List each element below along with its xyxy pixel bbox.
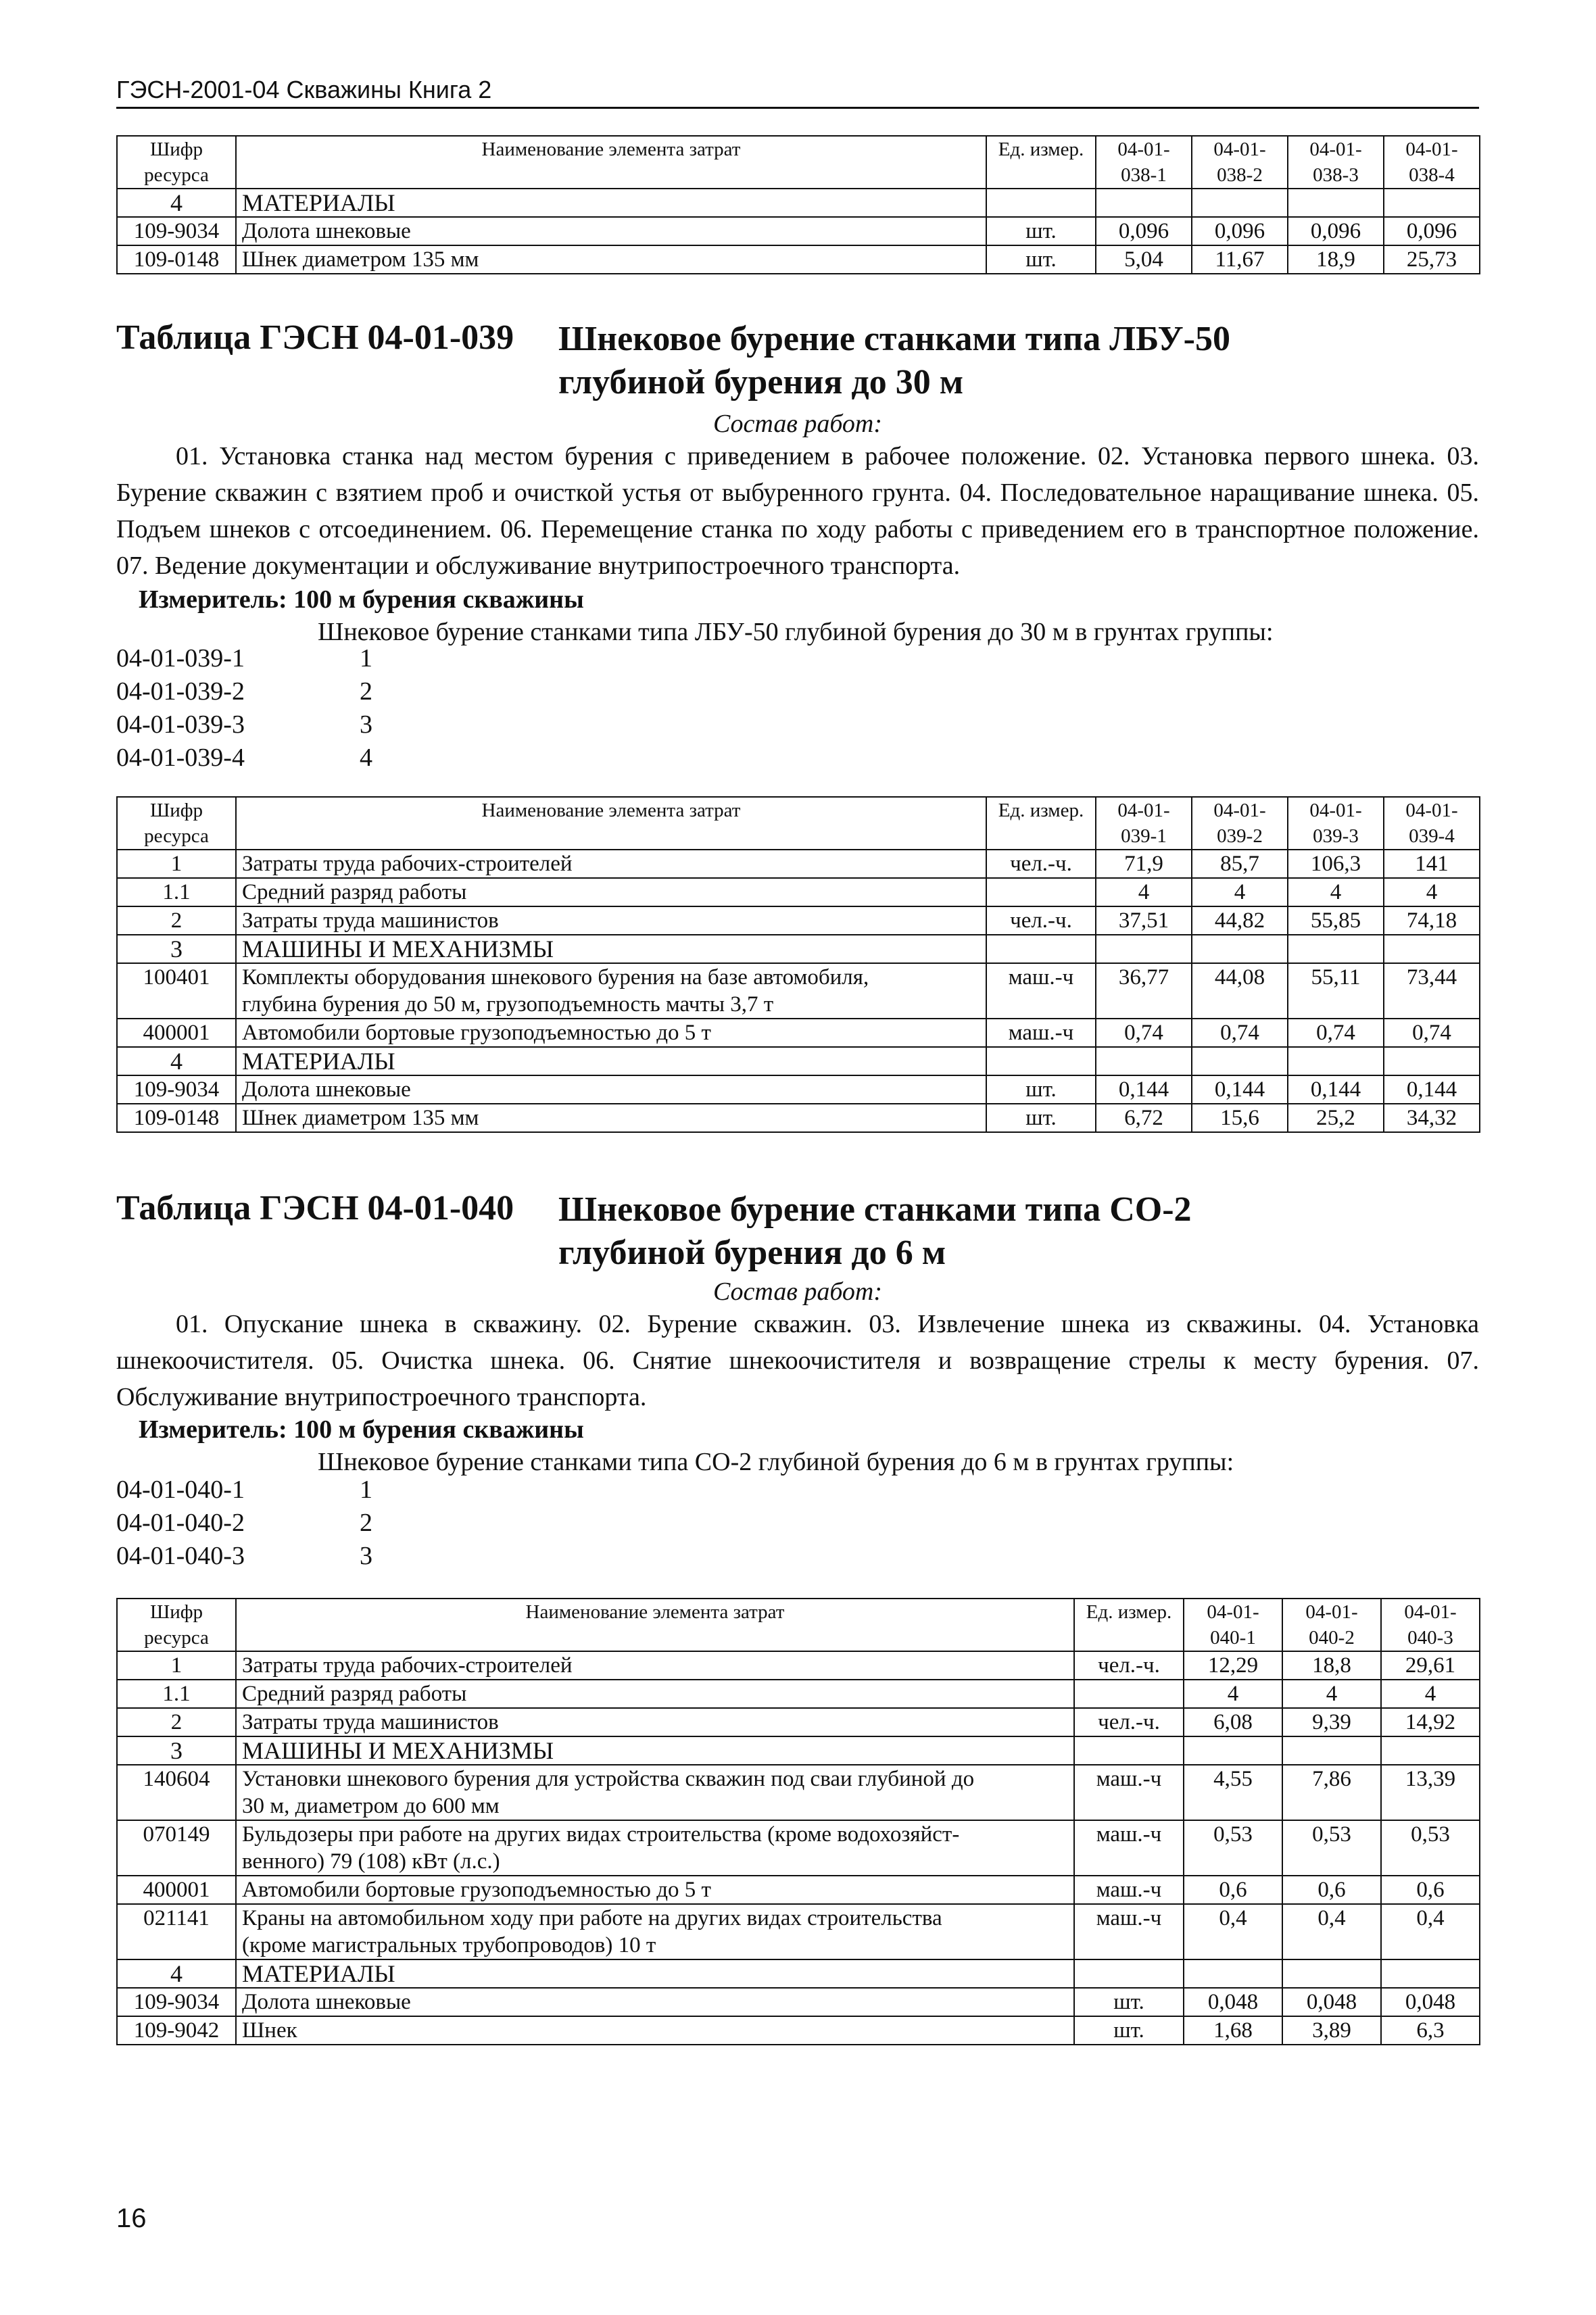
table-row: 109-9034 Долота шнековые шт. 0,144 0,144 0,144 0,144 — [117, 1075, 1480, 1104]
table-header-row — [117, 136, 1480, 189]
table-040 — [116, 1598, 1480, 2045]
table-row: 1.1 Средний разряд работы 4 4 4 4 — [117, 878, 1480, 906]
table-row: 2 Затраты труда машинистов чел.-ч. 6,08 9,39 14,92 — [117, 1708, 1480, 1736]
running-head: ГЭСН-2001-04 Скважины Книга 2 — [116, 76, 492, 103]
code-list-item: 04-01-040-2 2 — [116, 1509, 372, 1537]
groups-caption: Шнековое бурение станками типа ЛБУ-50 глубиной бурения до 30 м в грунтах группы: — [318, 618, 1274, 646]
table-header-row: Шифр ресурса Наименование элемента затрат Ед. измер. 04-01- 039-1 04-01- 039-2 04-01- 039-3 04-01- 039-4 — [117, 797, 1480, 850]
col-header: 04-01- 038-1 — [1096, 136, 1192, 189]
code-list-item: 04-01-039-1 1 — [116, 644, 372, 673]
header-rule — [116, 107, 1479, 109]
name-header: Наименование элемента затрат — [236, 136, 986, 189]
section-row: 4 МАТЕРИАЛЫ — [117, 189, 1480, 217]
table-039 — [116, 796, 1480, 1133]
code-list-item: 04-01-039-3 3 — [116, 710, 372, 739]
code-list — [116, 1473, 400, 1573]
col-header: 04-01- 038-2 — [1192, 136, 1288, 189]
table-row: 109-9034 Долота шнековые шт. 0,096 0,096 0,096 0,096 — [117, 217, 1480, 245]
section-row: 4 МАТЕРИАЛЫ — [117, 1047, 1480, 1075]
code-list-item: 04-01-040-3 3 — [116, 1542, 372, 1570]
table-039-name: Шнековое бурение станками типа ЛБУ-50 глубиной бурения до 30 м — [558, 320, 1230, 401]
table-row: 100401 Комплекты оборудования шнекового бурения на базе автомобиля, глубина бурения до 50 м, грузоподъемность мачты 3,7 т маш.-ч 36,77 44,08 55,11 73,44 — [117, 963, 1480, 1019]
table-row: 070149 Бульдозеры при работе на других видах строительства (кроме водохозяйст- венного) 79 (108) кВт (л.с.) маш.-ч 0,53 0,53 0,53 — [117, 1820, 1480, 1876]
code-list-item: 04-01-039-2 2 — [116, 677, 372, 706]
section-row: 3 МАШИНЫ И МЕХАНИЗМЫ — [117, 935, 1480, 963]
table-row: 109-9042 Шнек шт. 1,68 3,89 6,3 — [117, 2016, 1480, 2045]
code-list-item: 04-01-040-1 1 — [116, 1476, 372, 1504]
table-row: 1.1 Средний разряд работы 4 4 4 — [117, 1680, 1480, 1708]
page-number: 16 — [116, 2203, 147, 2233]
code-list-item: 04-01-039-4 4 — [116, 744, 372, 772]
code-list — [116, 642, 400, 775]
table-row: 1 Затраты труда рабочих-строителей чел.-ч. 12,29 18,8 29,61 — [117, 1651, 1480, 1680]
col-header: 04-01- 038-4 — [1384, 136, 1480, 189]
section-row: 3 МАШИНЫ И МЕХАНИЗМЫ — [117, 1736, 1480, 1765]
table-row: 140604 Установки шнекового бурения для устройства скважин под сваи глубиной до 30 м, диаметром до 600 мм маш.-ч 4,55 7,86 13,39 — [117, 1765, 1480, 1820]
table-row: 400001 Автомобили бортовые грузоподъемностью до 5 т маш.-ч 0,6 0,6 0,6 — [117, 1876, 1480, 1904]
work-composition-heading: Состав работ: — [712, 1277, 883, 1306]
table-row: 1 Затраты труда рабочих-строителей чел.-ч. 71,9 85,7 106,3 141 — [117, 850, 1480, 878]
work-composition-heading: Состав работ: — [712, 410, 883, 438]
groups-caption: Шнековое бурение станками типа СО-2 глубиной бурения до 6 м в грунтах группы: — [318, 1448, 1234, 1476]
table-row: 021141 Краны на автомобильном ходу при работе на других видах строительства (кроме магистральных трубопроводов) 10 т маш.-ч 0,4 0,4 0,4 — [117, 1904, 1480, 1959]
table-row: 2 Затраты труда машинистов чел.-ч. 37,51 44,82 55,85 74,18 — [117, 906, 1480, 935]
table-040-name: Шнековое бурение станками типа СО-2 глубиной бурения до 6 м — [558, 1190, 1192, 1272]
table-row: 109-0148 Шнек диаметром 135 мм шт. 5,04 11,67 18,9 25,73 — [117, 245, 1480, 274]
table-row: 109-9034 Долота шнековые шт. 0,048 0,048 0,048 — [117, 1988, 1480, 2016]
table-row: 109-0148 Шнек диаметром 135 мм шт. 6,72 15,6 25,2 34,32 — [117, 1104, 1480, 1132]
section-row: 4 МАТЕРИАЛЫ — [117, 1959, 1480, 1988]
measure-unit: Измеритель: 100 м бурения скважины — [139, 1415, 584, 1444]
unit-header: Ед. измер. — [986, 136, 1096, 189]
code-header: Шифр ресурса — [117, 136, 236, 189]
table-038-tail — [116, 135, 1480, 274]
table-039-title: Таблица ГЭСН 04-01-039 — [116, 318, 514, 357]
table-040-title: Таблица ГЭСН 04-01-040 — [116, 1189, 514, 1227]
table-header-row: Шифр ресурса Наименование элемента затрат Ед. измер. 04-01- 040-1 04-01- 040-2 04-01- 040-3 — [117, 1599, 1480, 1651]
measure-unit: Измеритель: 100 м бурения скважины — [139, 585, 584, 614]
table-row: 400001 Автомобили бортовые грузоподъемностью до 5 т маш.-ч 0,74 0,74 0,74 0,74 — [117, 1019, 1480, 1047]
col-header: 04-01- 038-3 — [1288, 136, 1384, 189]
work-composition-text: 01. Опускание шнека в скважину. 02. Бурение скважин. 03. Извлечение шнека из скважины. 04. Установка шнекоочистителя. 05. Очистка шнека. 06. Снятие шнекоочистителя и возвращение стрелы к месту бурения. 07. Обслуживание внутрипостроечного транспорта. — [116, 1310, 1479, 1411]
work-composition-text: 01. Установка станка над местом бурения с приведением в рабочее положение. 02. Установка первого шнека. 03. Бурение скважин с взятием проб и очисткой устья от выбуренного грунта. 04. Последовательное наращивание шнека. 05. Подъем шнеков с отсоединением. 06. Перемещение станка по ходу работы с приведением его в транспортное положение. 07. Ведение документации и обслуживание внутрипостроечного транспорта. — [116, 442, 1479, 580]
